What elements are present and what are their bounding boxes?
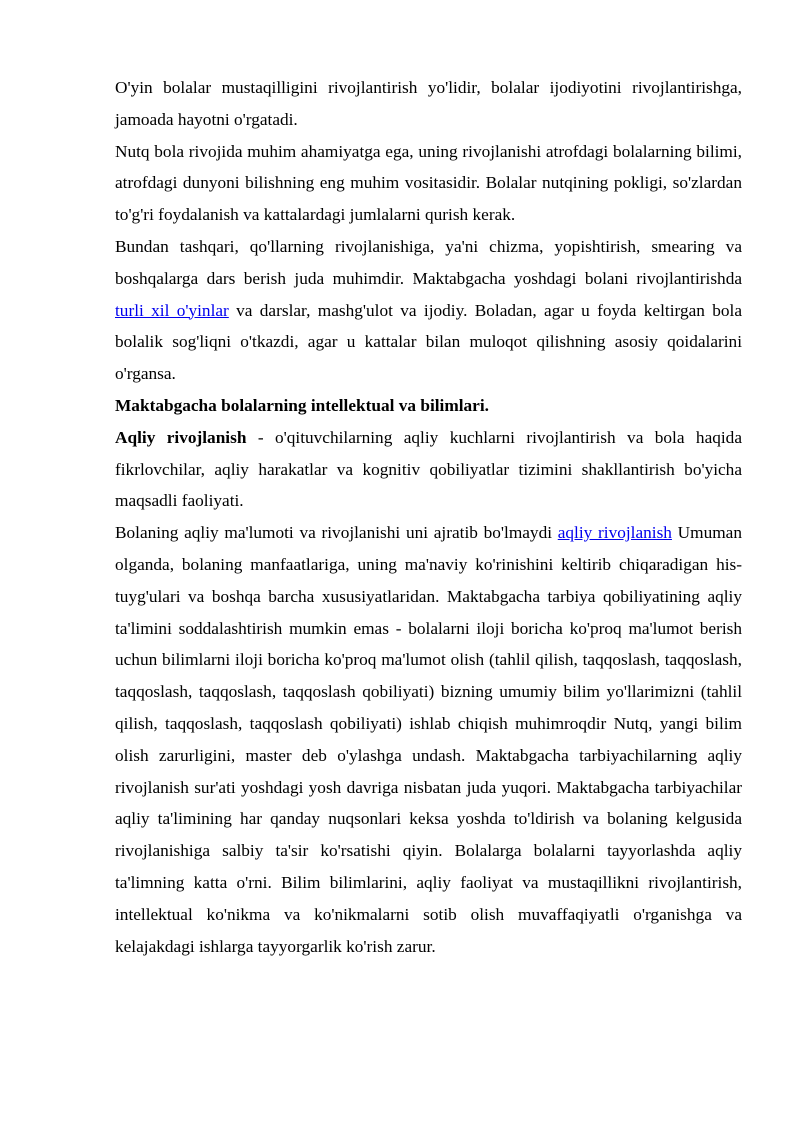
- paragraph-text: - o'qituvchilarning aqliy kuchlarni rivojlantirish va bola haqida fikrlovchilar, aqliy harakatlar va kognitiv qobiliyatlar tizimini shakllantirish bo'yicha maqsadli faoliyati.: [115, 427, 742, 511]
- paragraph-text: Nutq bola rivojida muhim ahamiyatga ega, uning rivojlanishi atrofdagi bolalarning bilimi, atrofdagi dunyoni bilishning eng muhim vositasidir. Bolalar nutqining pokligi, so'zlardan to'g'ri foydalanish va kattalardagi jumlalarni qurish kerak.: [115, 141, 742, 225]
- link-various-games[interactable]: turli xil o'yinlar: [115, 300, 229, 320]
- paragraph-text: va darslar, mashg'ulot va ijodiy. Boladan, agar u foyda keltirgan bola bolalik sog'liqni o'tkazdi, agar u kattalar bilan muloqot qilishning asosiy qoidalarini o'rgansa.: [115, 300, 742, 384]
- paragraph-text: Bolaning aqliy ma'lumoti va rivojlanishi uni ajratib bo'lmaydi: [115, 523, 558, 543]
- paragraph-text: Bundan tashqari, qo'llarning rivojlanishiga, ya'ni chizma, yopishtirish, smearing va boshqalarga dars berish juda muhimdir. Maktabgacha yoshdagi bolani rivojlantirishda: [115, 236, 742, 288]
- paragraph-speech: [115, 136, 742, 231]
- link-mental-development[interactable]: aqliy rivojlanish: [557, 523, 672, 543]
- paragraph-text: O'yin bolalar mustaqilligini rivojlantirish yo'lidir, bolalar ijodiyotini rivojlantirishga, jamoada hayotni o'rgatadi.: [115, 78, 742, 129]
- section-heading: [115, 390, 742, 422]
- paragraph-games: [115, 72, 742, 136]
- paragraph-hands: [115, 231, 742, 390]
- paragraph-text: Umuman olganda, bolaning manfaatlariga, uning ma'naviy ko'rinishini keltirib chiqaradigan his-tuyg'ulari va boshqa barcha xususiyatlaridan. Maktabgacha tarbiya qobiliyatining aqliy ta'limini soddalashtirish mumkin emas - bolalarni iloji boricha ko'proq ma'lumot berish uchun bilimlarni iloji boricha ko'proq ma'lumot olish (tahlil qilish, taqqoslash, taqqoslash, taqqoslash, taqqoslash, taqqoslash qobiliyati) bizning umumiy bilim yo'llarimizni (tahlil qilish, taqqoslash, taqqoslash qobiliyati) ishlab chiqish muhimroqdir Nutq, yangi bilim olish zarurligini, master deb o'ylashga undash. Maktabgacha tarbiyachilarning aqliy rivojlanish sur'ati yoshdagi yosh davriga nisbatan juda yuqori. Maktabgacha tarbiyachilar aqliy ta'limining har qanday nuqsonlari keksa yoshda to'ldirish va bolaning kelgusida rivojlanishiga salbiy ta'sir ko'rsatishi qiyin. Bolalarga bolalarni tayyorlashda aqliy ta'limning katta o'rni. Bilim bilimlarini, aqliy faoliyat va mustaqillikni rivojlantirish, intellektual ko'nikma va ko'nikmalarni sotib olish muvaffaqiyatli o'rganishga va kelajakdagi ishlarga tayyorgarlik ko'rish zarur.: [115, 523, 742, 956]
- heading-text: Maktabgacha bolalarning intellektual va bilimlari.: [115, 395, 489, 415]
- document-page: [115, 72, 742, 962]
- term-bold: Aqliy rivojlanish: [115, 427, 247, 447]
- paragraph-mental-education: [115, 517, 742, 962]
- paragraph-mental-development: [115, 422, 742, 517]
